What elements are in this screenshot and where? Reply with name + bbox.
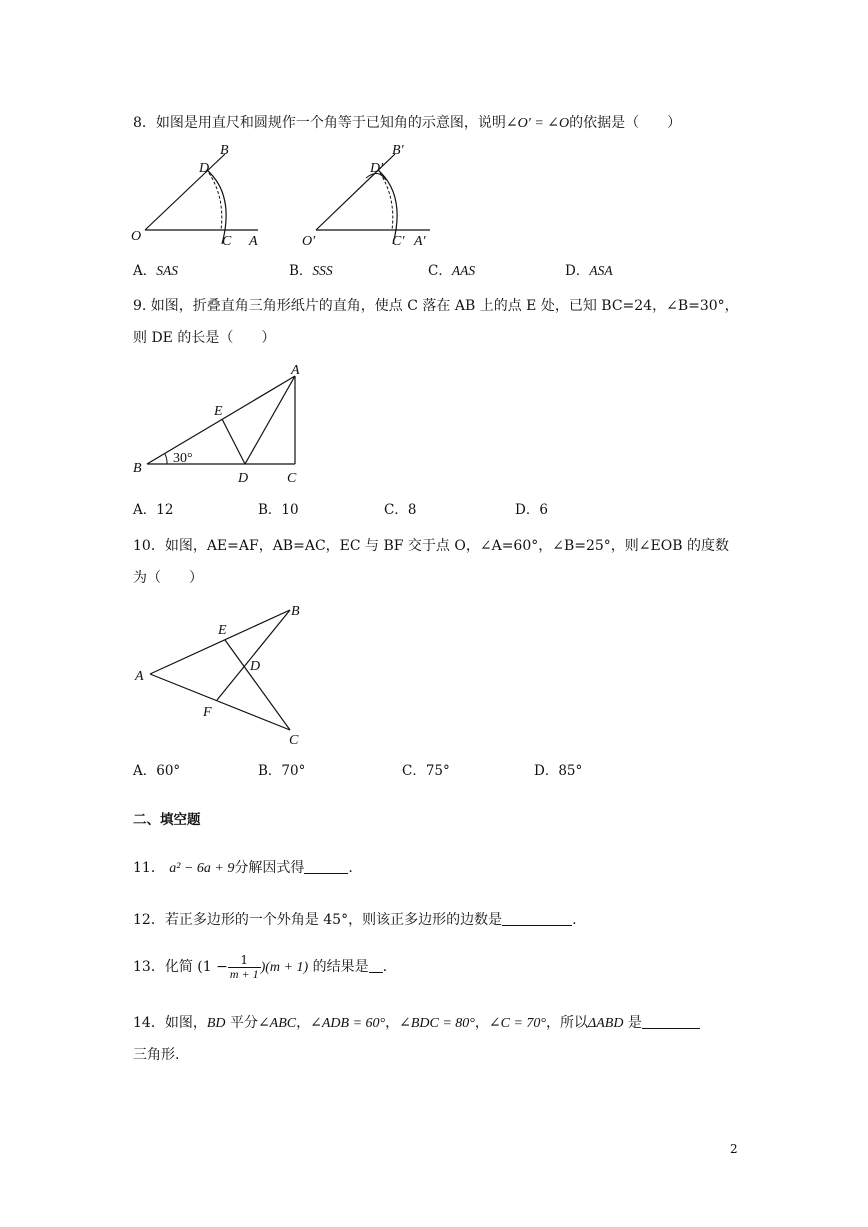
label-D: D — [199, 161, 210, 176]
q10-option-c[interactable]: C．75° — [402, 763, 450, 779]
label-E: E — [218, 623, 227, 638]
q8-option-d[interactable]: D．ASA — [565, 263, 613, 279]
label-A: A — [249, 234, 258, 249]
label-B: B — [291, 604, 300, 619]
q9-option-c[interactable]: C．8 — [384, 502, 417, 518]
q9-figure — [125, 358, 315, 488]
section-title: 二、填空题 — [133, 812, 201, 828]
q14-line1: 14．如图，BD 平分∠ABC，∠ADB = 60°，∠BDC = 80°，∠C = 70°，所以ΔABD 是 — [133, 1014, 700, 1033]
label-A: A — [291, 363, 300, 378]
q14-line2: 三角形. — [133, 1047, 180, 1063]
q8-option-c[interactable]: C．AAS — [428, 263, 476, 279]
label-D: D — [238, 471, 249, 486]
q10-stem-line2: 为（ ） — [133, 570, 203, 586]
q8-option-a[interactable]: A．SAS — [133, 263, 178, 279]
q9-option-b[interactable]: B．10 — [258, 502, 299, 518]
label-B: B — [133, 461, 142, 476]
label-O-prime: O′ — [302, 234, 316, 249]
label-D: D — [250, 659, 261, 674]
angle-label: 30° — [173, 451, 193, 466]
q9-option-d[interactable]: D．6 — [515, 502, 548, 518]
label-E: E — [214, 404, 223, 419]
label-C: C — [287, 471, 297, 486]
q10-option-d[interactable]: D．85° — [534, 763, 583, 779]
q8-figure-left — [125, 140, 275, 252]
q8-option-b[interactable]: B．SSS — [289, 263, 333, 279]
q14-answer-blank[interactable] — [642, 1014, 700, 1029]
q11-answer-blank[interactable] — [304, 859, 348, 874]
q13: 13．化简 (1 − $\frac{1}{m + 1}$ )(m + 1) 的结果是 . — [133, 952, 388, 981]
label-C: C — [289, 733, 299, 748]
label-F: F — [203, 705, 212, 720]
q9-option-a[interactable]: A．12 — [133, 502, 174, 518]
q13-answer-blank[interactable] — [369, 958, 383, 973]
q9-stem-line1: 9. 如图，折叠直角三角形纸片的直角，使点 C 落在 AB 上的点 E 处，已知 BC=24，∠B=30°， — [133, 298, 739, 314]
label-D-prime: D′ — [370, 161, 384, 176]
q12-answer-blank[interactable] — [502, 911, 572, 926]
q12: 12．若正多边形的一个外角是 45°，则该正多边形的边数是 . — [133, 912, 577, 928]
q11: 11． a² − 6a + 9分解因式得 . — [133, 860, 353, 876]
label-O: O — [131, 229, 142, 244]
q8-figure-right — [300, 140, 450, 252]
page-number: 2 — [730, 1142, 738, 1156]
label-B-prime: B′ — [392, 143, 404, 158]
q10-figure — [125, 596, 325, 754]
q10-stem-line1: 10．如图，AE=AF，AB=AC，EC 与 BF 交于点 O，∠A=60°，∠B=25°，则∠EOB 的度数 — [133, 538, 729, 554]
q8-stem: 8．如图是用直尺和圆规作一个角等于已知角的示意图，说明∠O′ = ∠O的依据是（ ） — [133, 115, 682, 131]
q10-option-a[interactable]: A．60° — [133, 763, 181, 779]
label-A: A — [135, 669, 144, 684]
label-B: B — [220, 143, 229, 158]
q9-stem-line2: 则 DE 的长是（ ） — [133, 330, 276, 346]
label-A-prime: A′ — [414, 234, 426, 249]
label-C-prime: C′ — [392, 234, 405, 249]
label-C: C — [222, 234, 232, 249]
fraction: $\frac{1}{m + 1}$ — [229, 952, 259, 981]
q10-option-b[interactable]: B．70° — [258, 763, 306, 779]
